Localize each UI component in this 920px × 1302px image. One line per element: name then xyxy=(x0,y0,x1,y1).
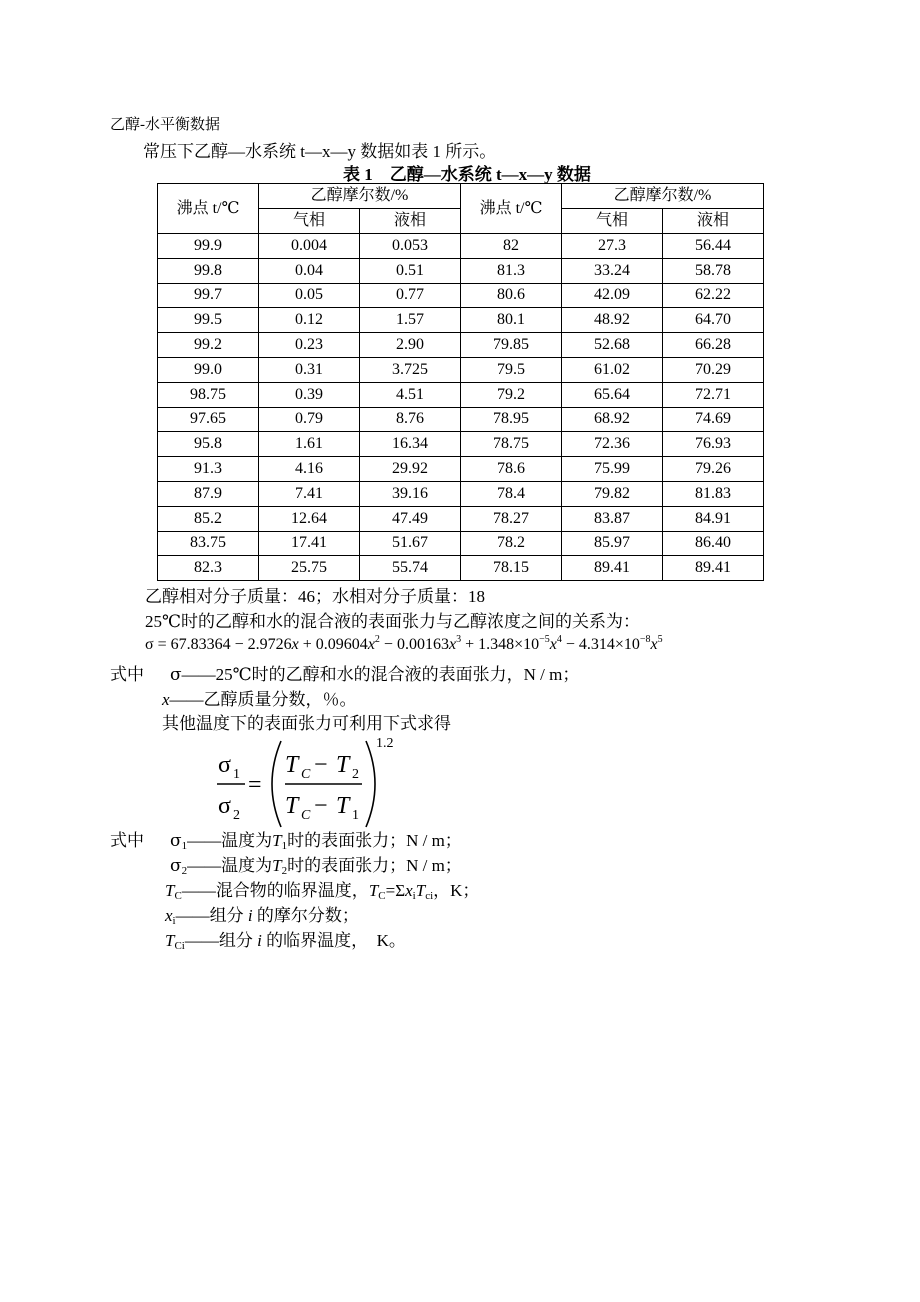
table-cell: 12.64 xyxy=(259,506,360,531)
def-text: ，K； xyxy=(433,881,480,900)
eq-c3: − 0.00163 xyxy=(379,636,449,653)
table-cell: 0.04 xyxy=(259,258,360,283)
table-cell: 70.29 xyxy=(663,357,764,382)
def-T: T xyxy=(415,881,426,900)
def-sigma xyxy=(170,660,579,685)
table-cell: 78.27 xyxy=(461,506,562,531)
def-text: ——温度为 xyxy=(187,856,273,875)
f-sub2: 2 xyxy=(233,808,240,823)
def-sigma2-symbol: σ xyxy=(170,856,182,876)
def-sigma2 xyxy=(170,851,462,877)
table-cell: 79.2 xyxy=(461,382,562,407)
def-sigma1 xyxy=(170,826,462,852)
vle-table xyxy=(157,183,764,581)
table-cell: 87.9 xyxy=(158,481,259,506)
f-sub2: 2 xyxy=(352,767,359,782)
def-tci xyxy=(165,926,406,952)
f-minus: − xyxy=(314,752,328,778)
eq-var: x xyxy=(549,636,557,653)
table-cell: 25.75 xyxy=(259,556,360,581)
table-cell: 0.004 xyxy=(259,234,360,259)
f-minus: − xyxy=(314,793,328,819)
def-tc xyxy=(165,876,479,902)
table-cell: 61.02 xyxy=(562,357,663,382)
surface-tension-equation xyxy=(145,634,663,654)
table-cell: 83.87 xyxy=(562,506,663,531)
f-paren-left xyxy=(272,741,281,827)
table-cell: 74.69 xyxy=(663,407,764,432)
table-cell: 99.9 xyxy=(158,234,259,259)
table-cell: 0.05 xyxy=(259,283,360,308)
eq-exp: 3 xyxy=(456,634,462,645)
table-cell: 83.75 xyxy=(158,531,259,556)
def-sum: Σ xyxy=(395,881,406,900)
def-T: T xyxy=(165,881,175,900)
table-cell: 82 xyxy=(461,234,562,259)
table-cell: 99.2 xyxy=(158,333,259,358)
table-cell: 99.5 xyxy=(158,308,259,333)
table-cell: 55.74 xyxy=(360,556,461,581)
header-boiling-left: 沸点 t/℃ xyxy=(158,184,259,234)
table-cell: 48.92 xyxy=(562,308,663,333)
relation-text: 25℃时的乙醇和水的混合液的表面张力与乙醇浓度之间的关系为： xyxy=(145,612,641,631)
def-sub: C xyxy=(378,890,386,902)
table-cell: 0.12 xyxy=(259,308,360,333)
table-row xyxy=(158,308,764,333)
table-cell: 91.3 xyxy=(158,457,259,482)
table-cell: 0.77 xyxy=(360,283,461,308)
table-cell: 98.75 xyxy=(158,382,259,407)
eq-exp: −8 xyxy=(639,634,651,645)
table-cell: 39.16 xyxy=(360,481,461,506)
f-sub1: 1 xyxy=(352,808,359,823)
table-cell: 16.34 xyxy=(360,432,461,457)
table-cell: 99.8 xyxy=(158,258,259,283)
def-T: T xyxy=(165,931,175,950)
table-cell: 51.67 xyxy=(360,531,461,556)
table-cell: 0.39 xyxy=(259,382,360,407)
eq-exp: 2 xyxy=(374,634,380,645)
table-cell: 0.51 xyxy=(360,258,461,283)
table-cell: 78.75 xyxy=(461,432,562,457)
f-sigma1: σ xyxy=(218,752,231,778)
table-cell: 1.57 xyxy=(360,308,461,333)
table-cell: 78.2 xyxy=(461,531,562,556)
table-cell: 79.5 xyxy=(461,357,562,382)
table-cell: 47.49 xyxy=(360,506,461,531)
def-text: ——组分 xyxy=(175,906,244,925)
table-row xyxy=(158,357,764,382)
table-cell: 42.09 xyxy=(562,283,663,308)
table-row xyxy=(158,531,764,556)
header-title: 乙醇-水平衡数据 xyxy=(110,117,220,133)
table-row xyxy=(158,283,764,308)
header-gas-left: 气相 xyxy=(259,209,360,234)
molar-mass-text: 乙醇相对分子质量：46；水相对分子质量：18 xyxy=(145,587,485,606)
f-C: C xyxy=(301,808,311,823)
def-xi xyxy=(165,901,359,927)
table-cell: 27.3 xyxy=(562,234,663,259)
f-T: T xyxy=(336,793,350,819)
def-text: ——混合物的临界温度， xyxy=(181,881,369,900)
def-sigma1-symbol: σ xyxy=(170,831,182,851)
table-row xyxy=(158,407,764,432)
f-T: T xyxy=(285,793,299,819)
table-cell: 89.41 xyxy=(562,556,663,581)
def-i: i xyxy=(247,906,253,925)
table-cell: 85.2 xyxy=(158,506,259,531)
f-exponent: 1.2 xyxy=(376,736,394,751)
table-cell: 89.41 xyxy=(663,556,764,581)
table-row xyxy=(158,506,764,531)
def-T: T xyxy=(272,856,282,875)
table-cell: 4.51 xyxy=(360,382,461,407)
intro-text: 常压下乙醇—水系统 t—x—y 数据如表 1 所示。 xyxy=(143,142,497,161)
eq-var: x xyxy=(291,636,299,653)
def-sub: 1 xyxy=(281,840,288,852)
f-T: T xyxy=(285,752,299,778)
f-sigma2: σ xyxy=(218,793,231,819)
table-cell: 68.92 xyxy=(562,407,663,432)
table-cell: 29.92 xyxy=(360,457,461,482)
table-cell: 58.78 xyxy=(663,258,764,283)
def-sub: 2 xyxy=(181,865,188,877)
table-row xyxy=(158,481,764,506)
def-text: 的临界温度， K。 xyxy=(266,931,406,950)
table-cell: 81.83 xyxy=(663,481,764,506)
table-cell: 79.26 xyxy=(663,457,764,482)
table-cell: 2.90 xyxy=(360,333,461,358)
def-text: ——组分 xyxy=(184,931,253,950)
table-cell: 99.0 xyxy=(158,357,259,382)
def-sub: Ci xyxy=(174,940,185,952)
def-text: 时的表面张力；N / m； xyxy=(287,856,462,875)
table-cell: 65.64 xyxy=(562,382,663,407)
def-sub: i xyxy=(412,890,416,902)
table-cell: 4.16 xyxy=(259,457,360,482)
eq-c5: − 4.314×10 xyxy=(561,636,640,653)
table-cell: 84.91 xyxy=(663,506,764,531)
table-cell: 72.36 xyxy=(562,432,663,457)
eq-c2: + 0.09604 xyxy=(298,636,368,653)
table-row xyxy=(158,457,764,482)
table-cell: 64.70 xyxy=(663,308,764,333)
header-molar-right: 乙醇摩尔数/% xyxy=(562,184,764,209)
table-cell: 79.82 xyxy=(562,481,663,506)
table-cell: 75.99 xyxy=(562,457,663,482)
table-cell: 66.28 xyxy=(663,333,764,358)
eq-lhs: σ = 67.83364 − 2.9726 xyxy=(145,636,292,653)
eq-var: x xyxy=(367,636,375,653)
def-x: x xyxy=(405,881,413,900)
table-cell: 78.95 xyxy=(461,407,562,432)
def-sub: 2 xyxy=(281,865,288,877)
def-T: T xyxy=(368,881,379,900)
def-i: i xyxy=(257,931,262,950)
table-cell: 33.24 xyxy=(562,258,663,283)
header-liquid-right: 液相 xyxy=(663,209,764,234)
def-T: T xyxy=(272,831,282,850)
def-sub: ci xyxy=(425,890,434,902)
table-cell: 99.7 xyxy=(158,283,259,308)
table-cell: 76.93 xyxy=(663,432,764,457)
table-cell: 86.40 xyxy=(663,531,764,556)
table-cell: 95.8 xyxy=(158,432,259,457)
table-row xyxy=(158,258,764,283)
def-x: x xyxy=(165,906,173,925)
table-cell: 0.31 xyxy=(259,357,360,382)
f-T: T xyxy=(336,752,350,778)
table-cell: 62.22 xyxy=(663,283,764,308)
table-row xyxy=(158,333,764,358)
def-sigma-text: ——25℃时的乙醇和水的混合液的表面张力，N / m； xyxy=(181,665,580,684)
temperature-formula xyxy=(215,735,435,830)
table-cell: 1.61 xyxy=(259,432,360,457)
table-row xyxy=(158,556,764,581)
def-sub: i xyxy=(172,915,176,927)
table-cell: 80.6 xyxy=(461,283,562,308)
table-cell: 52.68 xyxy=(562,333,663,358)
shizhong-label: 式中 xyxy=(110,665,144,684)
def-x-symbol: x xyxy=(162,690,170,709)
def-text: ——温度为 xyxy=(187,831,273,850)
eq-var: x xyxy=(448,636,457,653)
table-cell: 0.23 xyxy=(259,333,360,358)
f-paren-right xyxy=(366,741,375,827)
def-sigma-symbol: σ xyxy=(170,665,182,685)
def-x xyxy=(162,685,357,710)
table-cell: 78.6 xyxy=(461,457,562,482)
other-temp-text: 其他温度下的表面张力可利用下式求得 xyxy=(162,714,451,733)
def-text: 的摩尔分数； xyxy=(256,906,359,925)
def-sub: 1 xyxy=(181,840,188,852)
eq-c4: + 1.348×10 xyxy=(461,636,540,653)
eq-exp: −5 xyxy=(539,634,550,645)
def-text: 时的表面张力；N / m； xyxy=(287,831,462,850)
table-cell: 78.4 xyxy=(461,481,562,506)
table-cell: 85.97 xyxy=(562,531,663,556)
table-cell: 7.41 xyxy=(259,481,360,506)
table-cell: 97.65 xyxy=(158,407,259,432)
table-row xyxy=(158,234,764,259)
table-cell: 80.1 xyxy=(461,308,562,333)
f-equals: = xyxy=(248,772,262,798)
table-cell: 82.3 xyxy=(158,556,259,581)
table-row xyxy=(158,432,764,457)
header-molar-left: 乙醇摩尔数/% xyxy=(259,184,461,209)
table-cell: 0.053 xyxy=(360,234,461,259)
table-cell: 3.725 xyxy=(360,357,461,382)
header-gas-right: 气相 xyxy=(562,209,663,234)
table-cell: 81.3 xyxy=(461,258,562,283)
table-cell: 56.44 xyxy=(663,234,764,259)
table-cell: 0.79 xyxy=(259,407,360,432)
f-C: C xyxy=(301,767,311,782)
shizhong-label-2: 式中 xyxy=(110,831,144,850)
table-row xyxy=(158,382,764,407)
table-cell: 79.85 xyxy=(461,333,562,358)
table-cell: 8.76 xyxy=(360,407,461,432)
eq-exp: 5 xyxy=(657,634,663,645)
eq-exp: 4 xyxy=(556,634,562,645)
table-cell: 72.71 xyxy=(663,382,764,407)
def-x-text: ——乙醇质量分数，％。 xyxy=(169,690,357,709)
def-sub: C xyxy=(174,890,182,902)
table-cell: 17.41 xyxy=(259,531,360,556)
table-caption: 表 1 乙醇—水系统 t—x—y 数据 xyxy=(343,165,591,184)
table-cell: 78.15 xyxy=(461,556,562,581)
f-sub1: 1 xyxy=(233,767,240,782)
eq-var: x xyxy=(650,636,658,653)
header-boiling-right: 沸点 t/℃ xyxy=(461,184,562,234)
header-liquid-left: 液相 xyxy=(360,209,461,234)
def-eq: = xyxy=(385,881,396,900)
